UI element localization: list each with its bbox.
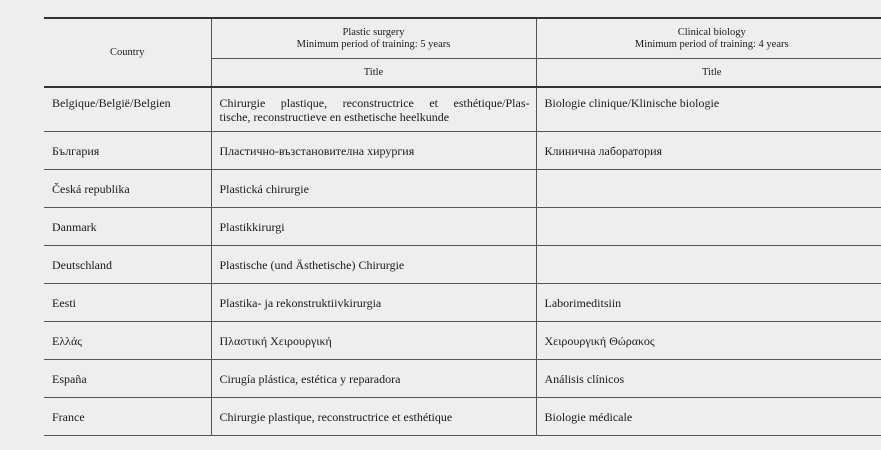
plastic-surgery-title-cell: Plastikkirurgi (211, 208, 536, 246)
plastic-surgery-name: Plastic surgery (342, 26, 405, 38)
plastic-surgery-header (211, 18, 536, 59)
table-row (44, 208, 881, 246)
country-cell: España (44, 360, 211, 398)
table-row (44, 322, 881, 360)
plastic-surgery-title-cell: Plastika- ja rekonstruktiivkirurgia (211, 284, 536, 322)
plastic-surgery-title-cell: Plastická chirurgie (211, 170, 536, 208)
clinical-biology-title-cell: Χειρουργική Θώρακος (536, 322, 881, 360)
table-row (44, 246, 881, 284)
clinical-biology-title-cell (536, 246, 881, 284)
plastic-surgery-title-cell: Cirugía plástica, estética y reparadora (211, 360, 536, 398)
clinical-biology-title-cell: Análisis clínicos (536, 360, 881, 398)
clinical-biology-title-cell (536, 170, 881, 208)
clinical-biology-title-cell: Biologie médicale (536, 398, 881, 436)
title-line: tische, reconstructieve en esthetische heelkunde (219, 110, 450, 124)
clinical-biology-header (536, 18, 881, 59)
table-row (44, 132, 881, 170)
country-header: Country (44, 18, 211, 87)
title-header-biology: Title (536, 59, 881, 88)
table-row (44, 170, 881, 208)
table-row (44, 87, 881, 132)
table-row (44, 360, 881, 398)
clinical-biology-title-cell: Клинична лаборатория (536, 132, 881, 170)
table-row (44, 398, 881, 436)
clinical-biology-title-cell: Laborimeditsiin (536, 284, 881, 322)
country-cell: Deutschland (44, 246, 211, 284)
title-header-plastic: Title (211, 59, 536, 88)
plastic-surgery-title-cell: Chirurgie plastique, reconstructrice et esthétique (211, 398, 536, 436)
country-cell: Danmark (44, 208, 211, 246)
country-cell: Česká republika (44, 170, 211, 208)
clinical-biology-training: Minimum period of training: 4 years (634, 38, 789, 50)
table-row (44, 284, 881, 322)
country-cell: Ελλάς (44, 322, 211, 360)
country-cell: Eesti (44, 284, 211, 322)
clinical-biology-title-cell (536, 208, 881, 246)
title-line: Chirurgie plastique, reconstructrice et esthétique/Plas- (219, 96, 530, 110)
plastic-surgery-title-cell: Пластично-възстановителна хирургия (211, 132, 536, 170)
clinical-biology-title-cell: Biologie clinique/Klinische biologie (536, 87, 881, 132)
plastic-surgery-training: Minimum period of training: 5 years (296, 38, 451, 50)
clinical-biology-name: Clinical biology (677, 26, 746, 38)
plastic-surgery-title-cell: Plastische (und Ästhetische) Chirurgie (211, 246, 536, 284)
country-cell: Belgique/België/Belgien (44, 87, 211, 132)
specialties-table (44, 17, 881, 436)
table-header (44, 18, 881, 87)
country-cell: България (44, 132, 211, 170)
plastic-surgery-title-cell: Πλαστική Χειρουργική (211, 322, 536, 360)
plastic-surgery-title-cell (211, 87, 536, 132)
country-cell: France (44, 398, 211, 436)
